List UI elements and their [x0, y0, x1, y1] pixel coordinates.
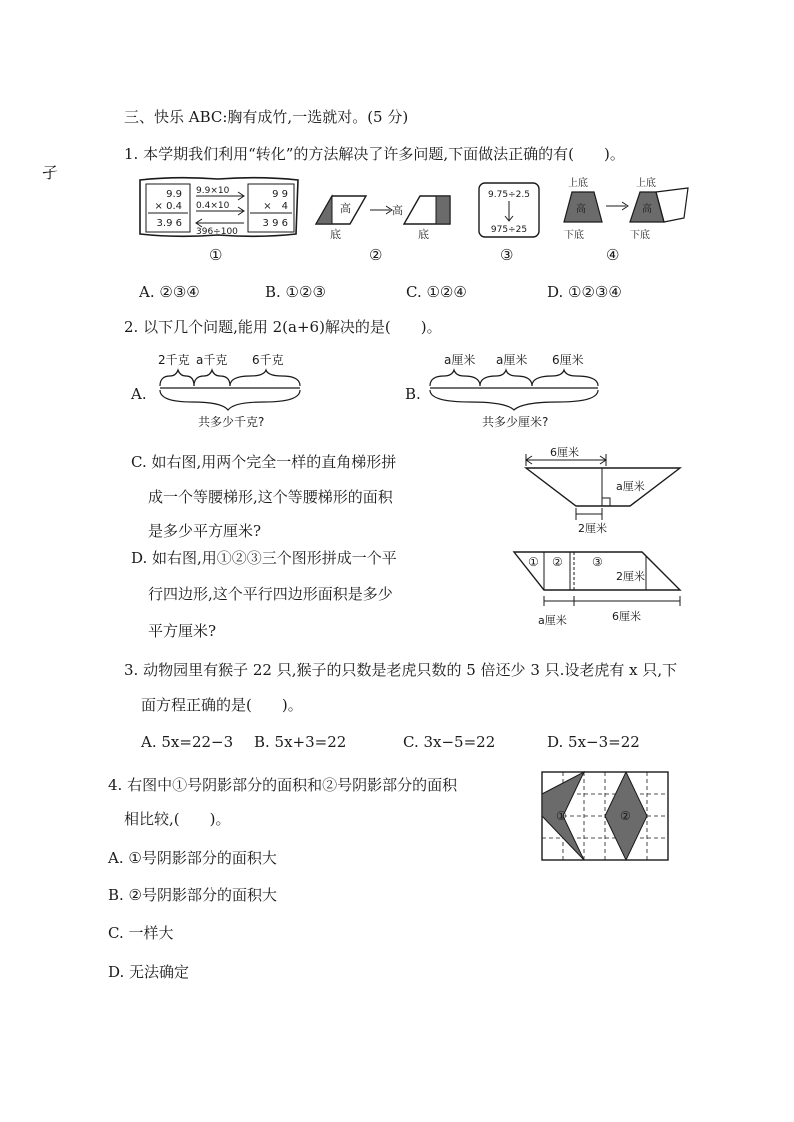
q4-fig-2: ②	[620, 809, 631, 823]
fig3-bottom: 975÷25	[490, 225, 528, 235]
fig1-left-bot: 3.9 6	[156, 218, 182, 229]
fig4-label: ④	[606, 246, 620, 264]
q4-option-d[interactable]: D. 无法确定	[108, 963, 190, 981]
q2-c-line-1[interactable]: C. 如右图,用两个完全一样的直角梯形拼	[131, 453, 397, 471]
q2d-h: 2厘米	[616, 570, 645, 583]
q2a-l1: 2千克	[158, 353, 190, 367]
q4-fig-1: ①	[556, 809, 567, 823]
q2-a-figure	[152, 350, 306, 430]
fig1-mid-1: 9.9×10	[196, 186, 230, 196]
q4-option-a[interactable]: A. ①号阴影部分的面积大	[108, 849, 277, 867]
q2d-3: ③	[592, 555, 603, 569]
q2a-l3: 6千克	[252, 353, 284, 367]
fig1-left-mid: × 0.4	[154, 201, 182, 212]
q4-line-1: 4. 右图中①号阴影部分的面积和②号阴影部分的面积	[108, 776, 458, 794]
fig4-top2: 上底	[636, 178, 656, 189]
q1-option-d[interactable]: D. ①②③④	[547, 283, 622, 301]
q4-figure	[540, 770, 670, 862]
q1-option-c[interactable]: C. ①②④	[406, 283, 467, 301]
q1-option-b[interactable]: B. ①②③	[265, 283, 326, 301]
fig1-mid-2: 0.4×10	[196, 201, 230, 211]
q2c-top: 6厘米	[550, 446, 579, 459]
fig2-height2: 高	[392, 204, 403, 217]
fig1-right-mid: × 4	[263, 201, 288, 212]
q2b-total: 共多少厘米?	[482, 415, 549, 429]
q2d-a: a厘米	[538, 614, 567, 627]
fig4-h2: 高	[642, 204, 652, 215]
q1-figure-4	[560, 176, 700, 242]
q2-c-line-3: 是多少平方厘米?	[148, 522, 262, 540]
q3-option-a[interactable]: A. 5x=22−3	[141, 733, 234, 751]
q1-figure-3	[478, 182, 540, 240]
q4-option-b[interactable]: B. ②号阴影部分的面积大	[108, 886, 278, 904]
fig2-base2: 底	[418, 228, 429, 241]
q2d-2: ②	[552, 555, 563, 569]
fig4-h1: 高	[576, 204, 586, 215]
q1-figure-1	[136, 176, 302, 240]
q2c-side: a厘米	[616, 480, 645, 493]
fig1-right-bot: 3 9 6	[262, 218, 288, 229]
section-title: 三、快乐 ABC:胸有成竹,一选就对。(5 分)	[124, 108, 409, 126]
q2-d-line-1[interactable]: D. 如右图,用①②③三个图形拼成一个平	[131, 549, 397, 567]
fig1-label: ①	[209, 246, 223, 264]
q2a-total: 共多少千克?	[198, 415, 265, 429]
q2-d-line-2: 行四边形,这个平行四边形面积是多少	[148, 585, 393, 603]
fig4-bot2: 下底	[630, 230, 650, 241]
q1-option-a[interactable]: A. ②③④	[139, 283, 200, 301]
q3-option-d[interactable]: D. 5x−3=22	[547, 733, 640, 751]
q2a-l2: a千克	[196, 353, 228, 367]
q2c-bot: 2厘米	[578, 522, 607, 535]
q2d-1: ①	[528, 555, 539, 569]
fig1-mid-3: 396÷100	[196, 227, 238, 237]
q2-b-letter[interactable]: B.	[405, 385, 421, 403]
q2b-l1: a厘米	[444, 353, 476, 367]
q2-c-figure	[520, 448, 684, 540]
fig3-label: ③	[500, 246, 514, 264]
fig2-height: 高	[340, 202, 351, 215]
q2-d-figure	[512, 548, 682, 630]
q1-stem: 1. 本学期我们利用“转化”的方法解决了许多问题,下面做法正确的有( )。	[124, 145, 625, 163]
q4-option-c[interactable]: C. 一样大	[108, 924, 174, 942]
margin-mark: 孑	[42, 163, 59, 182]
fig3-top: 9.75÷2.5	[488, 190, 530, 200]
q3-line-2: 面方程正确的是( )。	[141, 696, 303, 714]
fig4-bot1: 下底	[564, 230, 584, 241]
q3-option-c[interactable]: C. 3x−5=22	[403, 733, 496, 751]
q3-line-1: 3. 动物园里有猴子 22 只,猴子的只数是老虎只数的 5 倍还少 3 只.设老虎有 x 只,下	[124, 661, 678, 679]
fig1-right-top: 9 9	[272, 189, 288, 200]
fig2-label: ②	[369, 246, 383, 264]
q2-a-letter[interactable]: A.	[131, 385, 147, 403]
q1-figure-2	[316, 192, 450, 242]
q2-b-figure	[426, 350, 604, 430]
q2-stem: 2. 以下几个问题,能用 2(a+6)解决的是( )。	[124, 318, 442, 336]
q2b-l3: 6厘米	[552, 353, 584, 367]
q4-line-2: 相比较,( )。	[124, 810, 231, 828]
q2-d-line-3: 平方厘米?	[148, 622, 217, 640]
fig2-base: 底	[330, 228, 341, 241]
q2d-6: 6厘米	[612, 610, 641, 623]
q3-option-b[interactable]: B. 5x+3=22	[254, 733, 347, 751]
fig4-top1: 上底	[568, 178, 588, 189]
q2-c-line-2: 成一个等腰梯形,这个等腰梯形的面积	[148, 488, 393, 506]
q2b-l2: a厘米	[496, 353, 528, 367]
fig1-left-top: 9.9	[166, 189, 182, 200]
